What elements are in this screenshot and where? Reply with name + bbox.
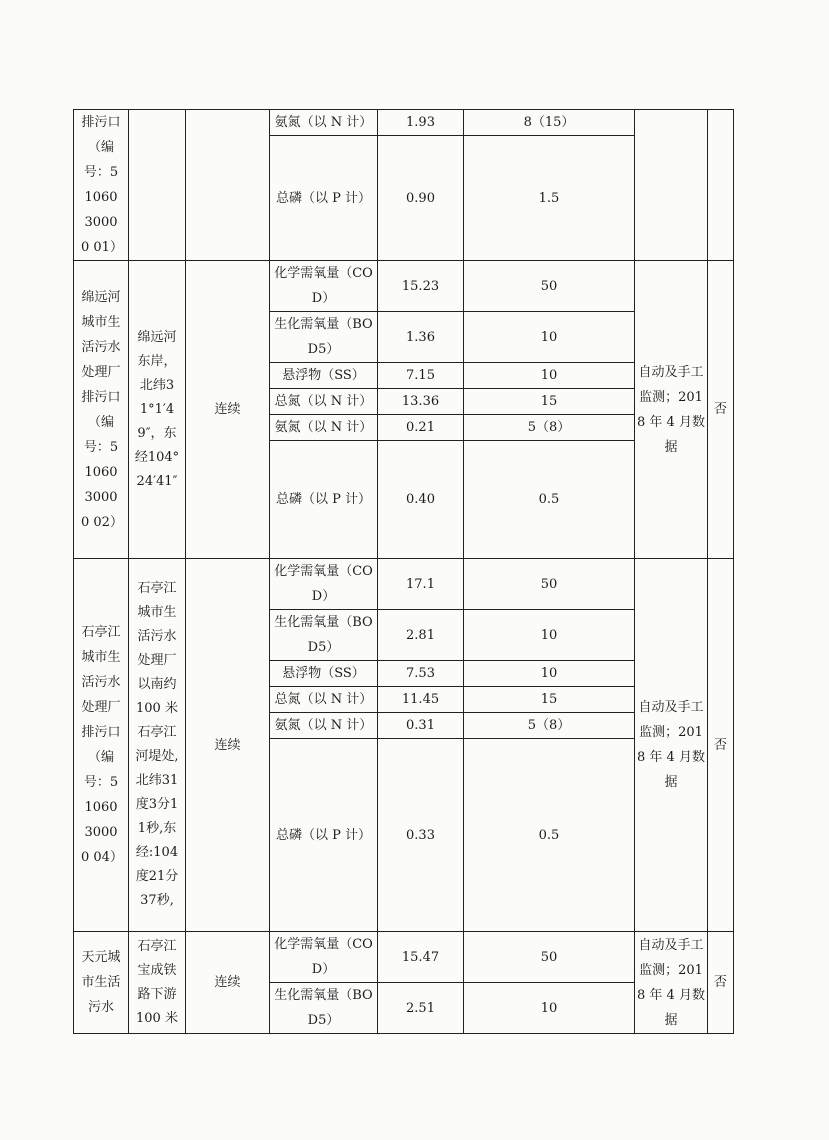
measured-value: 17.1 xyxy=(378,559,464,610)
measured-value: 15.23 xyxy=(378,261,464,312)
pollutant-name: 氨氮（以 N 计） xyxy=(270,415,378,441)
measured-value: 2.51 xyxy=(378,983,464,1034)
standard-limit: 10 xyxy=(464,983,635,1034)
pollutant-name: 化学需氧量（COD） xyxy=(270,261,378,312)
exceed-flag: 否 xyxy=(708,261,734,559)
measured-value: 7.53 xyxy=(378,661,464,687)
pollutant-name: 总磷（以 P 计） xyxy=(270,136,378,261)
pollutant-name: 生化需氧量（BOD5） xyxy=(270,312,378,363)
measured-value: 0.21 xyxy=(378,415,464,441)
measured-value: 1.36 xyxy=(378,312,464,363)
pollutant-name: 氨氮（以 N 计） xyxy=(270,713,378,739)
exceed-flag xyxy=(708,110,734,261)
station-name: 石亭江城市生活污水处理厂排污口（编号：5106030000 04） xyxy=(74,559,129,932)
measured-value: 0.33 xyxy=(378,739,464,932)
standard-limit: 10 xyxy=(464,363,635,389)
table-row xyxy=(74,932,734,983)
pollutant-name: 生化需氧量（BOD5） xyxy=(270,983,378,1034)
exceed-flag: 否 xyxy=(708,932,734,1034)
station-name: 天元城市生活污水 xyxy=(74,932,129,1034)
pollutant-name: 总磷（以 P 计） xyxy=(270,739,378,932)
table-row xyxy=(74,110,734,136)
discharge-mode: 连续 xyxy=(186,559,270,932)
monitoring-method: 自动及手工监测；2018 年 4 月数据 xyxy=(635,261,708,559)
measured-value: 2.81 xyxy=(378,610,464,661)
pollutant-table xyxy=(73,109,734,1034)
measured-value: 1.93 xyxy=(378,110,464,136)
measured-value: 7.15 xyxy=(378,363,464,389)
standard-limit: 15 xyxy=(464,389,635,415)
monitoring-method: 自动及手工监测；2018 年 4 月数据 xyxy=(635,932,708,1034)
standard-limit: 15 xyxy=(464,687,635,713)
measured-value: 13.36 xyxy=(378,389,464,415)
pollutant-name: 悬浮物（SS） xyxy=(270,661,378,687)
standard-limit: 10 xyxy=(464,661,635,687)
standard-limit: 50 xyxy=(464,932,635,983)
pollutant-name: 化学需氧量（COD） xyxy=(270,932,378,983)
location-cell xyxy=(129,110,186,261)
discharge-mode xyxy=(186,110,270,261)
pollutant-name: 化学需氧量（COD） xyxy=(270,559,378,610)
location-cell: 绵远河东岸，北纬31°1′49″，东经104°24′41″ xyxy=(129,261,186,559)
measured-value: 15.47 xyxy=(378,932,464,983)
measured-value: 0.31 xyxy=(378,713,464,739)
standard-limit: 8（15） xyxy=(464,110,635,136)
pollutant-name: 悬浮物（SS） xyxy=(270,363,378,389)
standard-limit: 10 xyxy=(464,312,635,363)
measured-value: 0.90 xyxy=(378,136,464,261)
exceed-flag: 否 xyxy=(708,559,734,932)
measured-value: 0.40 xyxy=(378,441,464,559)
standard-limit: 0.5 xyxy=(464,441,635,559)
location-cell: 石亭江宝成铁路下游 100 米 xyxy=(129,932,186,1034)
pollutant-name: 总氮（以 N 计） xyxy=(270,389,378,415)
standard-limit: 1.5 xyxy=(464,136,635,261)
table-row xyxy=(74,261,734,312)
standard-limit: 10 xyxy=(464,610,635,661)
location-cell: 石亭江城市生活污水处理厂以南约 100 米石亭江河堤处,北纬31度3分11秒,东经:104度21分37秒, xyxy=(129,559,186,932)
pollutant-name: 氨氮（以 N 计） xyxy=(270,110,378,136)
discharge-mode: 连续 xyxy=(186,932,270,1034)
table-row xyxy=(74,559,734,610)
standard-limit: 5（8） xyxy=(464,415,635,441)
monitoring-method xyxy=(635,110,708,261)
pollutant-name: 总磷（以 P 计） xyxy=(270,441,378,559)
standard-limit: 50 xyxy=(464,261,635,312)
discharge-mode: 连续 xyxy=(186,261,270,559)
station-name: 排污口（编号：5106030000 01） xyxy=(74,110,129,261)
measured-value: 11.45 xyxy=(378,687,464,713)
standard-limit: 0.5 xyxy=(464,739,635,932)
standard-limit: 50 xyxy=(464,559,635,610)
station-name: 绵远河城市生活污水处理厂排污口（编号：5106030000 02） xyxy=(74,261,129,559)
standard-limit: 5（8） xyxy=(464,713,635,739)
pollutant-name: 生化需氧量（BOD5） xyxy=(270,610,378,661)
pollutant-name: 总氮（以 N 计） xyxy=(270,687,378,713)
monitoring-method: 自动及手工监测；2018 年 4 月数据 xyxy=(635,559,708,932)
